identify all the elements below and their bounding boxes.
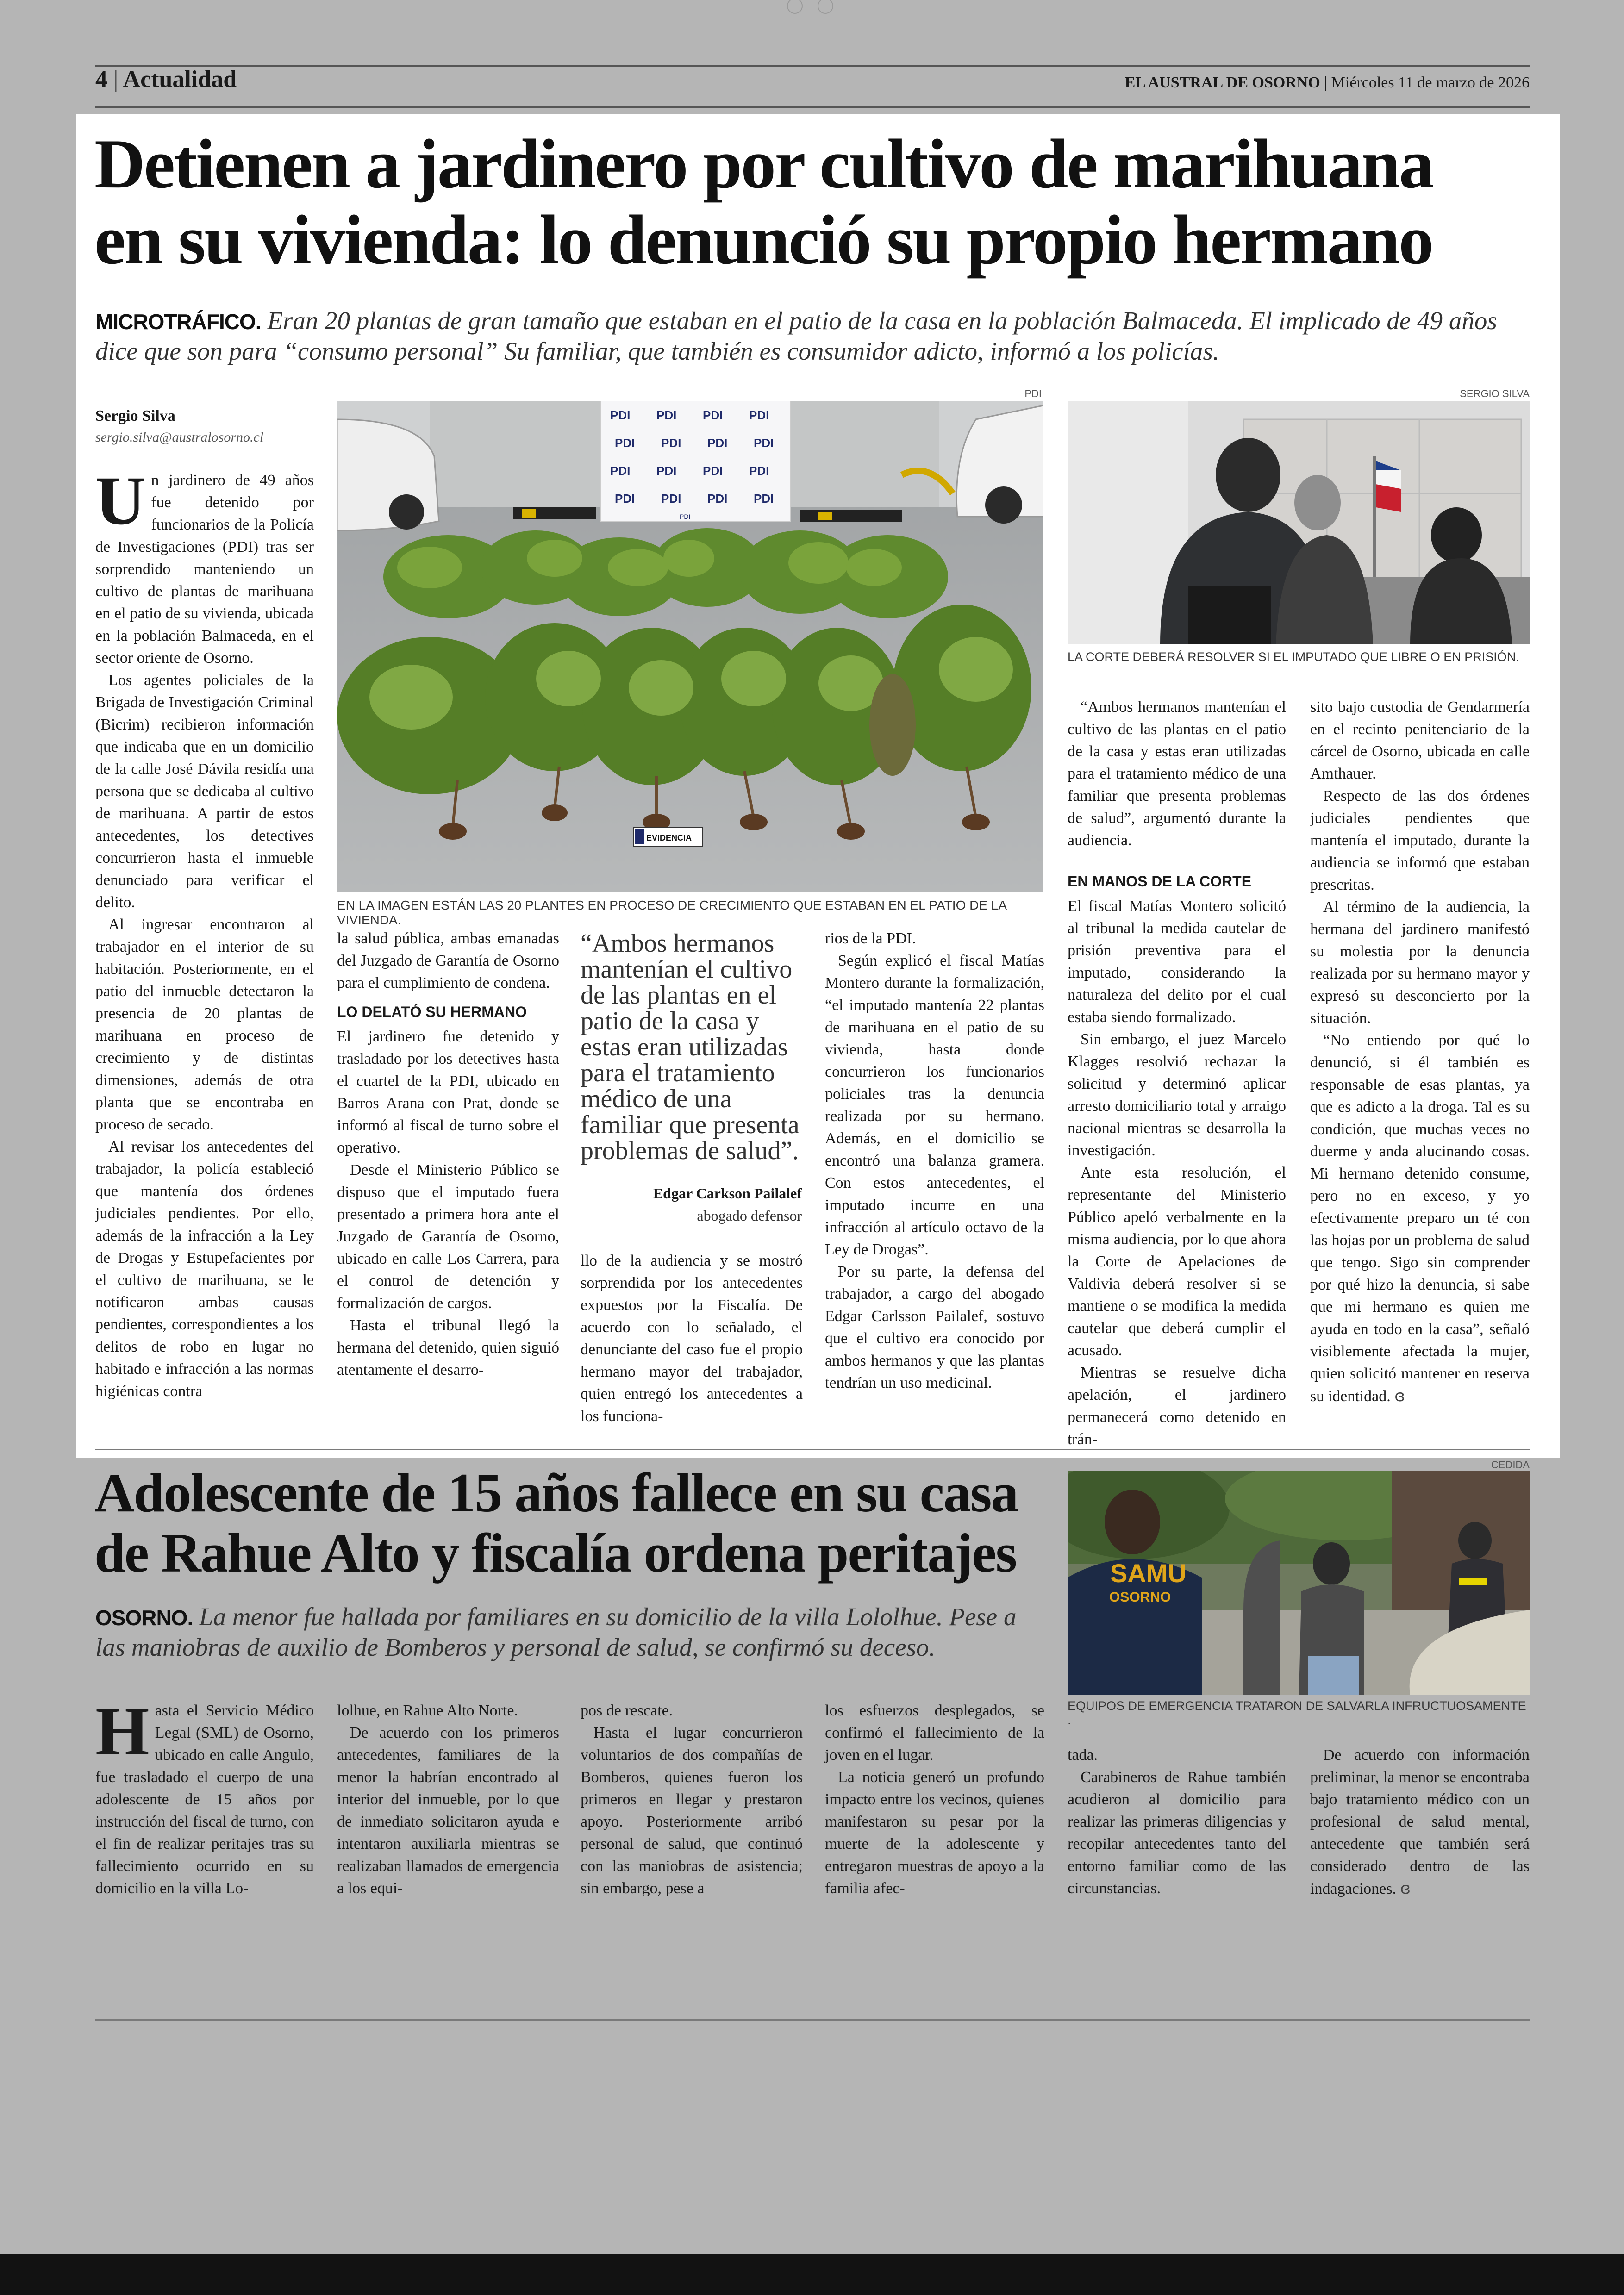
article1-paragraph: sito bajo custodia de Gendarmería en el recinto penitenciario de la cárcel de Osorno, ubicada en calle Amthauer. bbox=[1310, 698, 1530, 782]
court-photo bbox=[1068, 401, 1530, 644]
article1-column-2 bbox=[337, 928, 559, 1381]
article1-paragraph: Ante esta resolución, el representante del Ministerio Público apeló verbalmente en la misma audiencia, por lo que ahora la Corte de Apelaciones de Valdivia deberá resolver si se mantiene o se modifica la medida cautelar que deberá cumplir el acusado. bbox=[1068, 1164, 1286, 1359]
article2-paragraph-text: asta el Servicio Médico Legal (SML) de Osorno, ubicado en calle Angulo, fue trasladado el cuerpo de una adolescente de 15 años por instrucción del fiscal de turno, con el fin de realizar peritajes tras su fallecimiento ocurrido en su domicilio en la villa Lo- bbox=[95, 1702, 314, 1897]
article1-paragraph: Al ingresar encontraron al trabajador en el interior de su habitación. Posteriormente, en el patio del inmueble detectaron la presencia de 20 plantas de marihuana en proceso de crecimiento y de distintas dimensiones, además de otra planta que se encontraba en proceso de secado. bbox=[95, 916, 314, 1133]
article2-dropcap: H bbox=[95, 1693, 150, 1770]
article1-paragraph: Al término de la audiencia, la hermana del jardinero manifestó su molestia por la denuncia realizada por su hermano mayor y expresó su desconcierto por la situación. bbox=[1310, 898, 1530, 1027]
header-bottom-rule bbox=[95, 106, 1530, 108]
article1-paragraph: rios de la PDI. bbox=[825, 930, 916, 947]
newspaper-name: EL AUSTRAL DE OSORNO bbox=[1124, 74, 1320, 91]
article2-headline-line1: Adolescente de 15 años fallece en su casa bbox=[94, 1462, 1018, 1523]
svg-text:PDI: PDI bbox=[656, 408, 677, 422]
article1-paragraph: El jardinero fue detenido y trasladado por los detectives hasta el cuartel de la PDI, ubicado en Barros Arana con Prat, donde se informó al fiscal de turno sobre el operativo. bbox=[337, 1028, 559, 1156]
article2-column-1 bbox=[95, 1693, 314, 1900]
next-page-icon[interactable] bbox=[818, 0, 833, 14]
article2-paragraph: La noticia generó un profundo impacto entre los vecinos, quienes manifestaron su pesar por la muerte de la adolescente y entregaron muestras de apoyo a la familia afec- bbox=[825, 1769, 1044, 1897]
article1-dek bbox=[95, 306, 1530, 367]
article1-author: Sergio Silva bbox=[95, 407, 175, 424]
subheading-en-manos-de-la-corte: EN MANOS DE LA CORTE bbox=[1068, 873, 1252, 890]
svg-text:PDI: PDI bbox=[703, 464, 723, 478]
article2-column-3 bbox=[581, 1700, 803, 1900]
article1-paragraph: El fiscal Matías Montero solicitó al tribunal la medida cautelar de prisión preventiva para el imputado, considerando la naturaleza del delito por el cual estaba siendo formalizado. bbox=[1068, 898, 1286, 1026]
article2-paragraph bbox=[95, 1693, 314, 1900]
article1-author-email[interactable]: sergio.silva@australosorno.cl bbox=[95, 430, 264, 445]
section-name: Actualidad bbox=[123, 66, 237, 93]
article1-column-4 bbox=[825, 928, 1044, 1394]
article1-headline bbox=[94, 126, 1433, 278]
svg-text:PDI: PDI bbox=[615, 492, 635, 505]
article1-paragraph-text: n jardinero de 49 años fue detenido por funcionarios de la Policía de Investigaciones (PDI) tras ser sorprendido manteniendo un cultivo de plantas de marihuana en el patio de su vivienda, ubicada en la población Balmaceda, en el sector oriente de Osorno. bbox=[95, 472, 314, 667]
header-separator: | bbox=[113, 66, 119, 93]
quote-author-role: abogado defensor bbox=[697, 1207, 802, 1224]
svg-text:PDI: PDI bbox=[749, 408, 769, 422]
svg-text:PDI: PDI bbox=[661, 492, 681, 505]
svg-text:PDI: PDI bbox=[754, 492, 774, 505]
svg-text:PDI: PDI bbox=[615, 436, 635, 450]
article1-paragraph-text: “No entiendo por qué lo denunció, si él también es responsable de esas plantas, ya que es adicto a la droga. Tal es su condición, que muchas veces no duerme y anda alucinando cosas. Mi hermano detenido consume, pero no en exceso, y yo efectivamente preparo un té con las hojas por un problema de salud que tengo. Sigo sin comprender por qué hizo la denuncia, si sabe que mi hermano es quien me ayuda en todo en la casa”, señaló visiblemente afectada la mujer, quien solicitó mantener en reserva su identidad. bbox=[1310, 1032, 1530, 1405]
svg-text:PDI: PDI bbox=[610, 464, 631, 478]
article1-paragraph: “Ambos hermanos mantenían el cultivo de las plantas en el patio de la casa y estas eran utilizadas para el tratamiento médico de una familiar que presenta problemas de salud”, argumentó durante la audiencia. bbox=[1068, 698, 1286, 849]
publication-date: Miércoles 11 de marzo de 2026 bbox=[1331, 74, 1530, 91]
article1-column-3 bbox=[581, 1250, 803, 1428]
article1-paragraph: Desde el Ministerio Público se dispuso que el imputado fuera presentado a primera hora ante el Juzgado de Garantía de Osorno, ubicado en calle Los Carrera, para el control de detención y formalización de cargos. bbox=[337, 1161, 559, 1312]
svg-text:PDI: PDI bbox=[749, 464, 769, 478]
end-of-article-icon: ɞ bbox=[1400, 1879, 1411, 1898]
article1-column-1 bbox=[95, 462, 314, 1403]
newspaper-masthead bbox=[1125, 74, 1530, 92]
article2-paragraph: Carabineros de Rahue también acudieron al domicilio para realizar las primeras diligencias y recopilar antecedentes tanto del entorno familiar como de las circunstancias. bbox=[1068, 1769, 1286, 1897]
article1-paragraph bbox=[1310, 1029, 1530, 1408]
article2-column-6 bbox=[1310, 1744, 1530, 1900]
emergency-photo-credit: CEDIDA bbox=[1491, 1459, 1530, 1471]
article2-paragraph: pos de rescate. bbox=[581, 1702, 673, 1719]
plants-photo-illustration bbox=[337, 401, 1043, 892]
article1-paragraph: Mientras se resuelve dicha apelación, el jardinero permanecerá como detenido en trán- bbox=[1068, 1364, 1286, 1448]
article1-paragraph: Al revisar los antecedentes del trabajador, la policía estableció que mantenía dos órdenes judiciales pendientes. Por ello, además de la infracción a la Ley de Drogas y Estupefacientes por el cultivo de marihuana, se le notificaron ambas causas pendientes, correspondientes a los delitos de robo en lugar no habitado e infracción a las normas higiénicas contra bbox=[95, 1138, 314, 1400]
section-header bbox=[95, 66, 237, 93]
article1-column-6 bbox=[1310, 696, 1530, 1408]
article2-paragraph bbox=[1310, 1744, 1530, 1900]
article1-dek-text: Eran 20 plantas de gran tamaño que estaban en el patio de la casa en la población Balmaceda. El implicado de 49 años dice que son para “consumo personal” Su familiar, que también es consumidor adicto, informó a los policías. bbox=[95, 306, 1497, 365]
previous-page-icon[interactable] bbox=[787, 0, 803, 14]
pull-quote: “Ambos hermanos mantenían el cultivo de las plantas en el patio de la casa y estas eran utilizadas para el tratamiento médico de una familiar que presenta problemas de salud”. bbox=[581, 929, 800, 1165]
article1-kicker: MICROTRÁFICO. bbox=[95, 310, 261, 334]
emergency-photo bbox=[1068, 1471, 1530, 1695]
samu-label: SAMU bbox=[1110, 1559, 1187, 1588]
article1-paragraph bbox=[95, 462, 314, 669]
svg-text:PDI: PDI bbox=[707, 492, 728, 505]
article2-headline bbox=[94, 1463, 1018, 1583]
main-photo-marihuana-plants bbox=[337, 401, 1043, 892]
article2-dek bbox=[95, 1602, 1049, 1663]
article1-dropcap: U bbox=[95, 462, 146, 539]
article2-paragraph: los esfuerzos desplegados, se confirmó el fallecimiento de la joven en el lugar. bbox=[825, 1702, 1044, 1764]
svg-text:PDI: PDI bbox=[707, 436, 728, 450]
article1-paragraph: Sin embargo, el juez Marcelo Klagges resolvió rechazar la solicitud y determinó aplicar arresto domiciliario total y arraigo nacional mientras se desarrolla la investigación. bbox=[1068, 1031, 1286, 1159]
main-photo-caption: EN LA IMAGEN ESTÁN LAS 20 PLANTES EN PROCESO DE CRECIMIENTO QUE ESTABAN EN EL PATIO DE LA VIVIENDA. bbox=[337, 898, 1006, 927]
article2-bottom-rule bbox=[95, 2019, 1530, 2021]
article1-paragraph: Según explicó el fiscal Matías Montero durante la formalización, “el imputado mantenía 22 plantas de marihuana en el patio de su vivienda, hasta donde concurrieron los funcionarios policiales tras la denuncia realizada por su hermano. Además, en el domicilio se encontró una balanza gramera. Con estos antecedentes, el imputado incurre en una infracción al artículo octavo de la Ley de Drogas”. bbox=[825, 952, 1044, 1258]
courtroom-photo-illustration bbox=[1068, 401, 1530, 644]
evidence-sign-text: EVIDENCIA bbox=[646, 833, 692, 842]
viewer-bottom-bar[interactable] bbox=[0, 2254, 1624, 2295]
masthead-separator: | bbox=[1324, 74, 1328, 91]
article1-headline-line1: Detienen a jardinero por cultivo de marihuana bbox=[94, 125, 1433, 203]
article2-paragraph: lolhue, en Rahue Alto Norte. bbox=[337, 1702, 518, 1719]
article2-paragraph: Hasta el lugar concurrieron voluntarios de dos compañías de Bomberos, quienes fueron los primeros en llegar y prestaron apoyo. Posteriormente arribó personal de salud, que continuó con las maniobras de asistencia; sin embargo, pese a bbox=[581, 1724, 803, 1897]
article2-paragraph-text: De acuerdo con información preliminar, la menor se encontraba bajo tratamiento médico con un profesional de salud mental, antecedente que también será considerado dentro de las indagaciones. bbox=[1310, 1746, 1530, 1897]
article1-paragraph: Hasta el tribunal llegó la hermana del detenido, quien siguió atentamente el desarro- bbox=[337, 1317, 559, 1378]
article2-paragraph: De acuerdo con los primeros antecedentes, familiares de la menor la habrían encontrado al interior del inmueble, por lo que de inmediato solicitaron ayuda e intentaron auxiliarla mientras se realizaban llamados de emergencia a los equi- bbox=[337, 1724, 559, 1897]
emergency-photo-illustration bbox=[1068, 1471, 1530, 1695]
svg-text:PDI: PDI bbox=[661, 436, 681, 450]
article2-column-5 bbox=[1068, 1744, 1286, 1900]
article1-paragraph: Por su parte, la defensa del trabajador, a cargo del abogado Edgar Carlsson Pailalef, sostuvo que el cultivo era conocido por ambos hermanos y que las plantas tendrían un uso medicinal. bbox=[825, 1263, 1044, 1391]
article2-paragraph: tada. bbox=[1068, 1746, 1098, 1764]
quote-author: Edgar Carkson Pailalef bbox=[653, 1185, 802, 1202]
court-photo-caption: LA CORTE DEBERÁ RESOLVER SI EL IMPUTADO QUE LIBRE O EN PRISIÓN. bbox=[1068, 650, 1519, 664]
court-photo-credit: SERGIO SILVA bbox=[1460, 388, 1530, 399]
svg-text:PDI: PDI bbox=[703, 408, 723, 422]
main-photo-credit: PDI bbox=[1024, 388, 1042, 399]
article2-column-4 bbox=[825, 1700, 1044, 1900]
article1-bottom-rule bbox=[95, 1449, 1530, 1450]
svg-text:PDI: PDI bbox=[754, 436, 774, 450]
emergency-photo-caption: EQUIPOS DE EMERGENCIA TRATARON DE SALVARLA INFRUCTUOSAMENTE . bbox=[1068, 1699, 1526, 1727]
article2-column-2 bbox=[337, 1700, 559, 1900]
article2-headline-line2: de Rahue Alto y fiscalía ordena peritajes bbox=[94, 1522, 1017, 1584]
osorno-label: OSORNO bbox=[1109, 1590, 1171, 1605]
article2-dek-text: La menor fue hallada por familiares en su domicilio de la villa Lololhue. Pese a las maniobras de auxilio de Bomberos y personal de salud, se confirmó su deceso. bbox=[95, 1603, 1017, 1661]
article1-headline-line2: en su vivienda: lo denunció su propio hermano bbox=[94, 201, 1433, 279]
svg-text:PDI: PDI bbox=[610, 408, 631, 422]
article1-paragraph: Los agentes policiales de la Brigada de Investigación Criminal (Bicrim) recibieron información que indicaba que en un domicilio de la calle José Dávila residía una persona que se dedicaba al cultivo de marihuana. A partir de estos antecedentes, los detectives concurrieron hasta el inmueble denunciado para verificar el delito. bbox=[95, 672, 314, 911]
svg-text:PDI: PDI bbox=[656, 464, 677, 478]
article1-paragraph: Respecto de las dos órdenes judiciales pendientes que mantenía el imputado, durante la audiencia se informó que estaban prescritas. bbox=[1310, 787, 1530, 893]
article1-paragraph: la salud pública, ambas emanadas del Juzgado de Garantía de Osorno para el cumplimiento de condena. bbox=[337, 930, 559, 992]
pdi-backdrop-label: PDI bbox=[680, 513, 691, 520]
end-of-article-icon: ɞ bbox=[1394, 1387, 1405, 1405]
header-top-rule bbox=[95, 65, 1530, 67]
subheading-lo-delato: LO DELATÓ SU HERMANO bbox=[337, 1004, 527, 1020]
page-navigation[interactable] bbox=[782, 0, 843, 12]
article2-kicker: OSORNO. bbox=[95, 1606, 193, 1630]
article1-column-5 bbox=[1068, 696, 1286, 1451]
page-number: 4 bbox=[95, 66, 107, 93]
article1-paragraph: llo de la audiencia y se mostró sorprendida por los antecedentes expuestos por la Fiscalía. De acuerdo con lo señalado, el denunciante del caso fue el propio hermano mayor del trabajador, quien entregó los antecedentes a los funciona- bbox=[581, 1252, 803, 1425]
